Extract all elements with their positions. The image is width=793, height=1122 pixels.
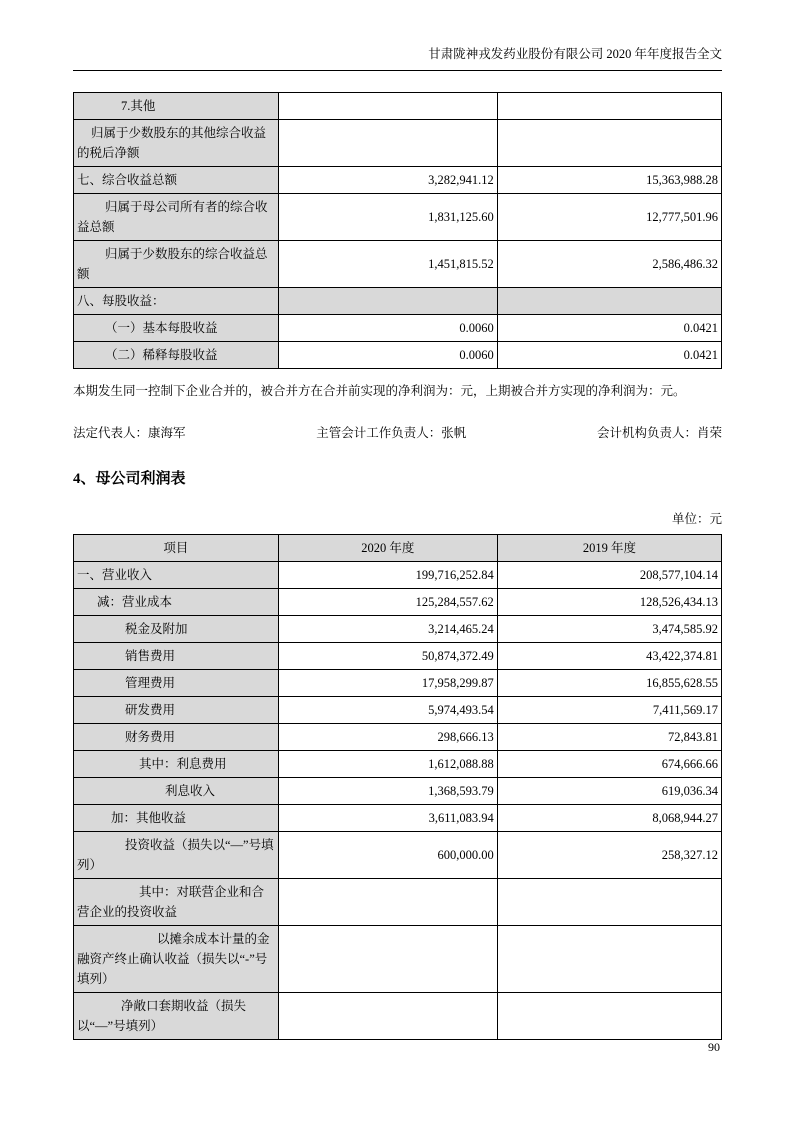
row-label: 以摊余成本计量的金融资产终止确认收益（损失以“-”号填列）	[74, 926, 279, 993]
row-value-2019: 16,855,628.55	[497, 670, 721, 697]
table-row	[74, 120, 722, 167]
row-value-2019: 7,411,569.17	[497, 697, 721, 724]
row-value-2020: 1,368,593.79	[278, 778, 497, 805]
table-row	[74, 993, 722, 1040]
table-row	[74, 562, 722, 589]
row-value-2019	[497, 288, 721, 315]
row-value-2020: 0.0060	[278, 315, 497, 342]
parent-table-header	[74, 535, 722, 562]
row-value-2019: 619,036.34	[497, 778, 721, 805]
row-label: 七、综合收益总额	[74, 167, 279, 194]
table-row	[74, 879, 722, 926]
row-value-2019	[497, 93, 721, 120]
table-row	[74, 778, 722, 805]
table-row	[74, 589, 722, 616]
row-value-2020: 17,958,299.87	[278, 670, 497, 697]
row-label: 利息收入	[74, 778, 279, 805]
row-label: 其中：利息费用	[74, 751, 279, 778]
table-row	[74, 342, 722, 369]
row-label: 八、每股收益：	[74, 288, 279, 315]
document-header	[73, 46, 722, 70]
row-value-2019: 3,474,585.92	[497, 616, 721, 643]
row-value-2020: 600,000.00	[278, 832, 497, 879]
row-value-2019: 0.0421	[497, 315, 721, 342]
row-value-2019: 12,777,501.96	[497, 194, 721, 241]
row-value-2019: 8,068,944.27	[497, 805, 721, 832]
table-row	[74, 315, 722, 342]
row-label: 研发费用	[74, 697, 279, 724]
header-divider	[73, 70, 722, 71]
table-row	[74, 167, 722, 194]
row-value-2020: 199,716,252.84	[278, 562, 497, 589]
table-row	[74, 805, 722, 832]
row-label: 7.其他	[74, 93, 279, 120]
table-row	[74, 288, 722, 315]
table-row	[74, 751, 722, 778]
row-value-2020: 125,284,557.62	[278, 589, 497, 616]
row-label: 归属于少数股东的其他综合收益的税后净额	[74, 120, 279, 167]
row-label: 归属于母公司所有者的综合收益总额	[74, 194, 279, 241]
comprehensive-income-table-body	[74, 93, 722, 369]
table-row	[74, 194, 722, 241]
column-header-item: 项目	[74, 535, 279, 562]
row-value-2020: 0.0060	[278, 342, 497, 369]
row-value-2020: 50,874,372.49	[278, 643, 497, 670]
row-value-2020	[278, 926, 497, 993]
row-label: 销售费用	[74, 643, 279, 670]
table-row	[74, 643, 722, 670]
table-row	[74, 616, 722, 643]
row-value-2020: 1,451,815.52	[278, 241, 497, 288]
table-row	[74, 724, 722, 751]
row-label: 投资收益（损失以“—”号填列）	[74, 832, 279, 879]
row-value-2019	[497, 993, 721, 1040]
merger-note: 本期发生同一控制下企业合并的，被合并方在合并前实现的净利润为：元，上期被合并方实现的净利润为：元。	[73, 384, 686, 398]
section-title: 4、母公司利润表	[73, 471, 186, 487]
row-value-2019: 128,526,434.13	[497, 589, 721, 616]
row-value-2020: 298,666.13	[278, 724, 497, 751]
parent-company-income-statement-table	[73, 534, 722, 1040]
row-value-2019: 258,327.12	[497, 832, 721, 879]
column-header-2019: 2019 年度	[497, 535, 721, 562]
row-value-2020: 3,282,941.12	[278, 167, 497, 194]
row-value-2020	[278, 93, 497, 120]
row-label: 财务费用	[74, 724, 279, 751]
row-value-2020: 3,611,083.94	[278, 805, 497, 832]
row-label: 归属于少数股东的综合收益总额	[74, 241, 279, 288]
row-value-2020	[278, 288, 497, 315]
document-header-text: 甘肃陇神戎发药业股份有限公司 2020 年年度报告全文	[428, 47, 722, 61]
row-value-2019	[497, 879, 721, 926]
accounting-head: 会计机构负责人：肖荣	[596, 426, 722, 440]
row-label: 管理费用	[74, 670, 279, 697]
row-label: 净敞口套期收益（损失以“—”号填列）	[74, 993, 279, 1040]
row-value-2020: 1,612,088.88	[278, 751, 497, 778]
row-value-2020: 1,831,125.60	[278, 194, 497, 241]
row-value-2020	[278, 993, 497, 1040]
row-label: 减：营业成本	[74, 589, 279, 616]
row-label: （一）基本每股收益	[74, 315, 279, 342]
row-value-2019	[497, 120, 721, 167]
row-value-2019: 0.0421	[497, 342, 721, 369]
row-value-2020	[278, 120, 497, 167]
row-value-2019: 72,843.81	[497, 724, 721, 751]
row-value-2019	[497, 926, 721, 993]
row-value-2019: 15,363,988.28	[497, 167, 721, 194]
signature-row	[73, 425, 722, 442]
row-value-2020	[278, 879, 497, 926]
row-value-2020: 5,974,493.54	[278, 697, 497, 724]
table-row	[74, 670, 722, 697]
row-label: （二）稀释每股收益	[74, 342, 279, 369]
row-value-2019: 674,666.66	[497, 751, 721, 778]
row-value-2019: 43,422,374.81	[497, 643, 721, 670]
table-row	[74, 93, 722, 120]
legal-representative: 法定代表人：康海军	[73, 426, 186, 440]
row-label: 一、营业收入	[74, 562, 279, 589]
table-row	[74, 926, 722, 993]
column-header-2020: 2020 年度	[278, 535, 497, 562]
table-row	[74, 697, 722, 724]
row-value-2019: 2,586,486.32	[497, 241, 721, 288]
table-header-row	[74, 535, 722, 562]
table-row	[74, 241, 722, 288]
row-label: 其中：对联营企业和合营企业的投资收益	[74, 879, 279, 926]
row-label: 加：其他收益	[74, 805, 279, 832]
unit-label: 单位：元	[671, 512, 722, 526]
row-value-2020: 3,214,465.24	[278, 616, 497, 643]
row-label: 税金及附加	[74, 616, 279, 643]
parent-table-body	[74, 562, 722, 1040]
row-value-2019: 208,577,104.14	[497, 562, 721, 589]
comprehensive-income-table	[73, 92, 722, 369]
chief-accountant: 主管会计工作负责人：张帆	[316, 426, 467, 440]
table-row	[74, 832, 722, 879]
page-number: 90	[708, 1040, 720, 1054]
